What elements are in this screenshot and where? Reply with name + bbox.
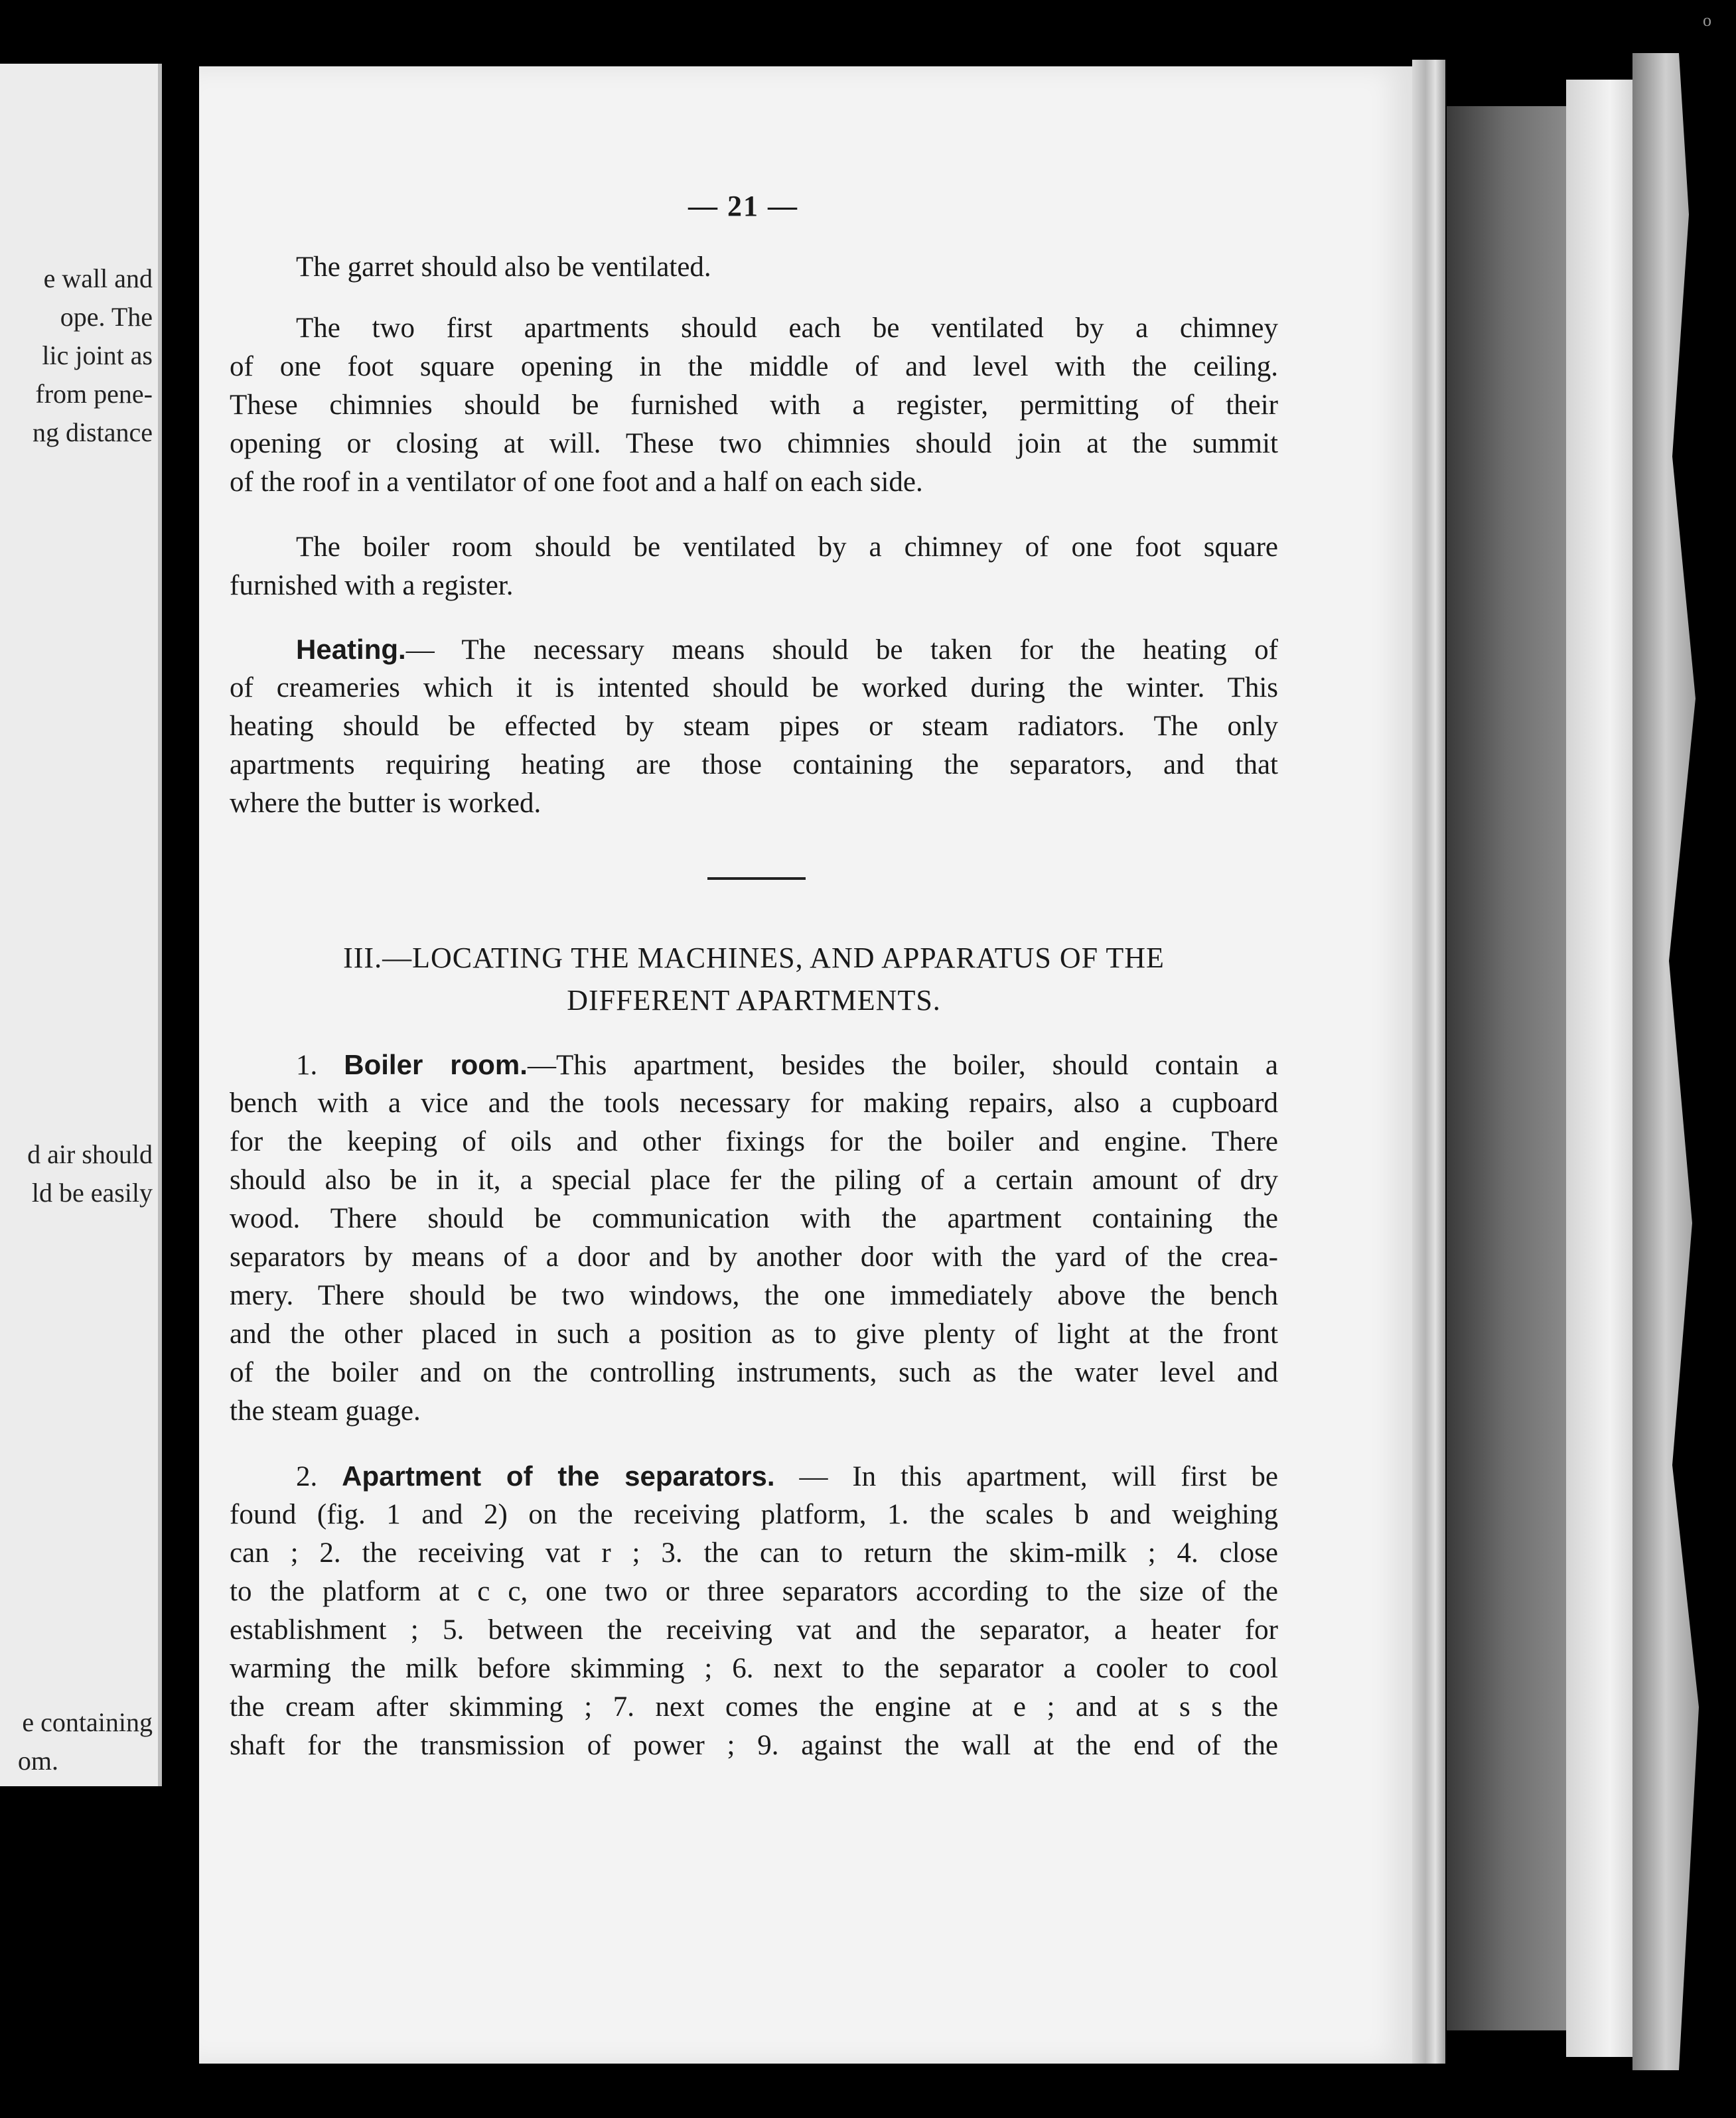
paragraph-line: These chimnies should be furnished with a register, permitting of their: [230, 389, 1278, 421]
paragraph-line: warming the milk before skimming ; 6. next to the separator a cooler to cool: [230, 1653, 1278, 1684]
heating-lead: Heating.: [296, 634, 406, 665]
separators-first-line: [296, 1457, 1278, 1496]
book-block-shadow: [1447, 106, 1566, 2030]
section-heading: III.—LOCATING THE MACHINES, AND APPARATUS OF THE: [343, 942, 1165, 974]
paragraph-line: can ; 2. the receiving vat r ; 3. the can to return the skim-milk ; 4. close: [230, 1537, 1278, 1569]
facing-page-line: ng distance: [32, 417, 153, 447]
torn-cover-edge: [1632, 53, 1699, 2070]
item-number: 1.: [296, 1050, 318, 1081]
page-number: — 21 —: [688, 190, 798, 222]
paragraph-line: mery. There should be two windows, the one immediately above the bench: [230, 1280, 1278, 1311]
facing-page-line: om.: [17, 1746, 58, 1776]
section-divider: [707, 877, 806, 880]
scan-mark: o: [1703, 11, 1711, 30]
paragraph-line: — The necessary means should be taken for the heating of: [405, 634, 1278, 666]
paragraph-line: separators by means of a door and by another door with the yard of the crea-: [230, 1241, 1278, 1273]
paragraph-line: the steam guage.: [230, 1395, 421, 1427]
facing-page-line: ld be easily: [31, 1178, 153, 1208]
paragraph-line: —This apartment, besides the boiler, should contain a: [527, 1050, 1279, 1081]
facing-page-line: d air should: [27, 1139, 153, 1169]
paragraph-line: The garret should also be ventilated.: [296, 251, 711, 283]
facing-page-line: e containing: [22, 1707, 153, 1737]
facing-page-line: from pene-: [35, 379, 153, 409]
facing-page-fragment: [0, 64, 162, 1786]
paragraph-line: The boiler room should be ventilated by a chimney of one foot square: [296, 531, 1278, 563]
paragraph-line: of one foot square opening in the middle of and level with the ceiling.: [230, 351, 1278, 382]
paragraph-line: the cream after skimming ; 7. next comes the engine at e ; and at s s the: [230, 1691, 1278, 1723]
paragraph-line: found (fig. 1 and 2) on the receiving platform, 1. the scales b and weighing: [230, 1499, 1278, 1530]
paragraph-line: opening or closing at will. These two chimnies should join at the summit: [230, 428, 1278, 459]
paragraph-line: to the platform at c c, one two or three separators according to the size of the: [230, 1576, 1278, 1607]
paragraph-line: and the other placed in such a position as to give plenty of light at the front: [230, 1318, 1278, 1350]
paragraph-line: furnished with a register.: [230, 570, 514, 601]
facing-page-line: e wall and: [43, 263, 153, 293]
paragraph-line: apartments requiring heating are those containing the separators, and that: [230, 749, 1278, 780]
paragraph-line: The two first apartments should each be ventilated by a chimney: [296, 313, 1278, 344]
paragraph-line: for the keeping of oils and other fixings for the boiler and engine. There: [230, 1126, 1278, 1157]
facing-page-line: lic joint as: [42, 340, 153, 370]
paragraph-line: where the butter is worked.: [230, 788, 542, 819]
boiler-room-first-line: [296, 1046, 1278, 1085]
paragraph-line: bench with a vice and the tools necessary for making repairs, also a cupboard: [230, 1088, 1278, 1119]
facing-page-line: ope. The: [60, 302, 153, 332]
paragraph-line: establishment ; 5. between the receiving vat and the separator, a heater for: [230, 1614, 1278, 1646]
paragraph-line: — In this apartment, will first be: [774, 1461, 1279, 1492]
separators-lead: Apartment of the separators.: [342, 1460, 775, 1492]
heating-paragraph-first-line: [296, 630, 1278, 670]
section-heading-continued: DIFFERENT APARTMENTS.: [567, 984, 941, 1017]
paragraph-line: wood. There should be communication with the apartment containing the: [230, 1203, 1278, 1234]
paragraph-line: of the boiler and on the controlling instruments, such as the water level and: [230, 1357, 1278, 1388]
item-number: 2.: [296, 1461, 318, 1492]
paragraph-line: should also be in it, a special place fer the piling of a certain amount of dry: [230, 1165, 1278, 1196]
page-fore-edge: [1412, 60, 1445, 2064]
boiler-room-lead: Boiler room.: [344, 1049, 528, 1080]
book-block-edge: [1566, 80, 1639, 2057]
paragraph-line: of creameries which it is intented should be worked during the winter. This: [230, 672, 1278, 703]
paragraph-line: heating should be effected by steam pipes or steam radiators. The only: [230, 711, 1278, 742]
paragraph-line: shaft for the transmission of power ; 9. against the wall at the end of the: [230, 1730, 1278, 1761]
paragraph-line: of the roof in a ventilator of one foot and a half on each side.: [230, 466, 923, 498]
